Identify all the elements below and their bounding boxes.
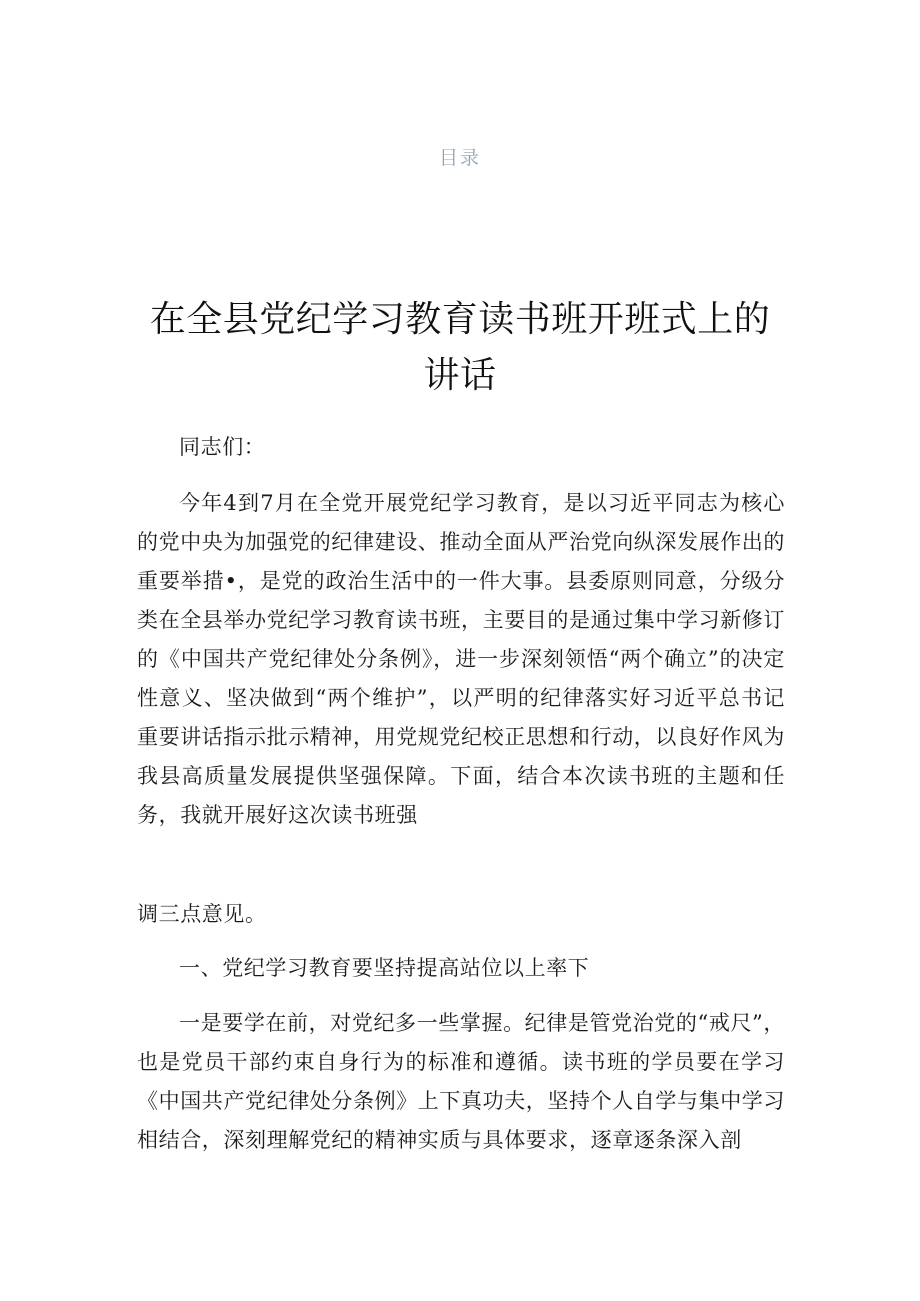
document-title: 在全县党纪学习教育读书班开班式上的讲话 (149, 299, 771, 396)
paragraph-2 (137, 1004, 785, 1160)
paragraph-1-tail-text: 调三点意见。 (137, 902, 267, 926)
paragraph-2-text: 一是要学在前，对党纪多一些掌握。纪律是管党治党的“戒尺”，也是党员干部约束自身行为的标准和遵循。读书班的学员要在学习《中国共产党纪律处分条例》上下真功夫，坚持个人自学与集中学习相结合，深刻理解党纪的精神实质与具体要求，逐章逐条深入剖 (137, 1011, 785, 1152)
toc-heading: 目录 (438, 147, 481, 169)
paragraph-1-tail (137, 895, 785, 934)
greeting-text: 同志们： (179, 435, 266, 459)
paragraph-1 (137, 484, 785, 835)
section-1-heading-text: 一、党纪学习教育要坚持提高站位以上率下 (179, 956, 590, 980)
paragraph-1-text: 今年4到7月在全党开展党纪学习教育，是以习近平同志为核心的党中央为加强党的纪律建设、推动全面从严治党向纵深发展作出的重要举措•，是党的政治生活中的一件大事。县委原则同意，分级分类在全县举办党纪学习教育读书班，主要目的是通过集中学习新修订的《中国共产党纪律处分条例》，进一步深刻领悟“两个确立”的决定性意义、坚决做到“两个维护”，以严明的纪律落实好习近平总书记重要讲话指示批示精神，用党规党纪校正思想和行动，以良好作风为我县高质量发展提供坚强保障。下面，结合本次读书班的主题和任务，我就开展好这次读书班强 (137, 491, 785, 827)
section-1-heading (137, 949, 785, 988)
greeting (137, 428, 785, 467)
